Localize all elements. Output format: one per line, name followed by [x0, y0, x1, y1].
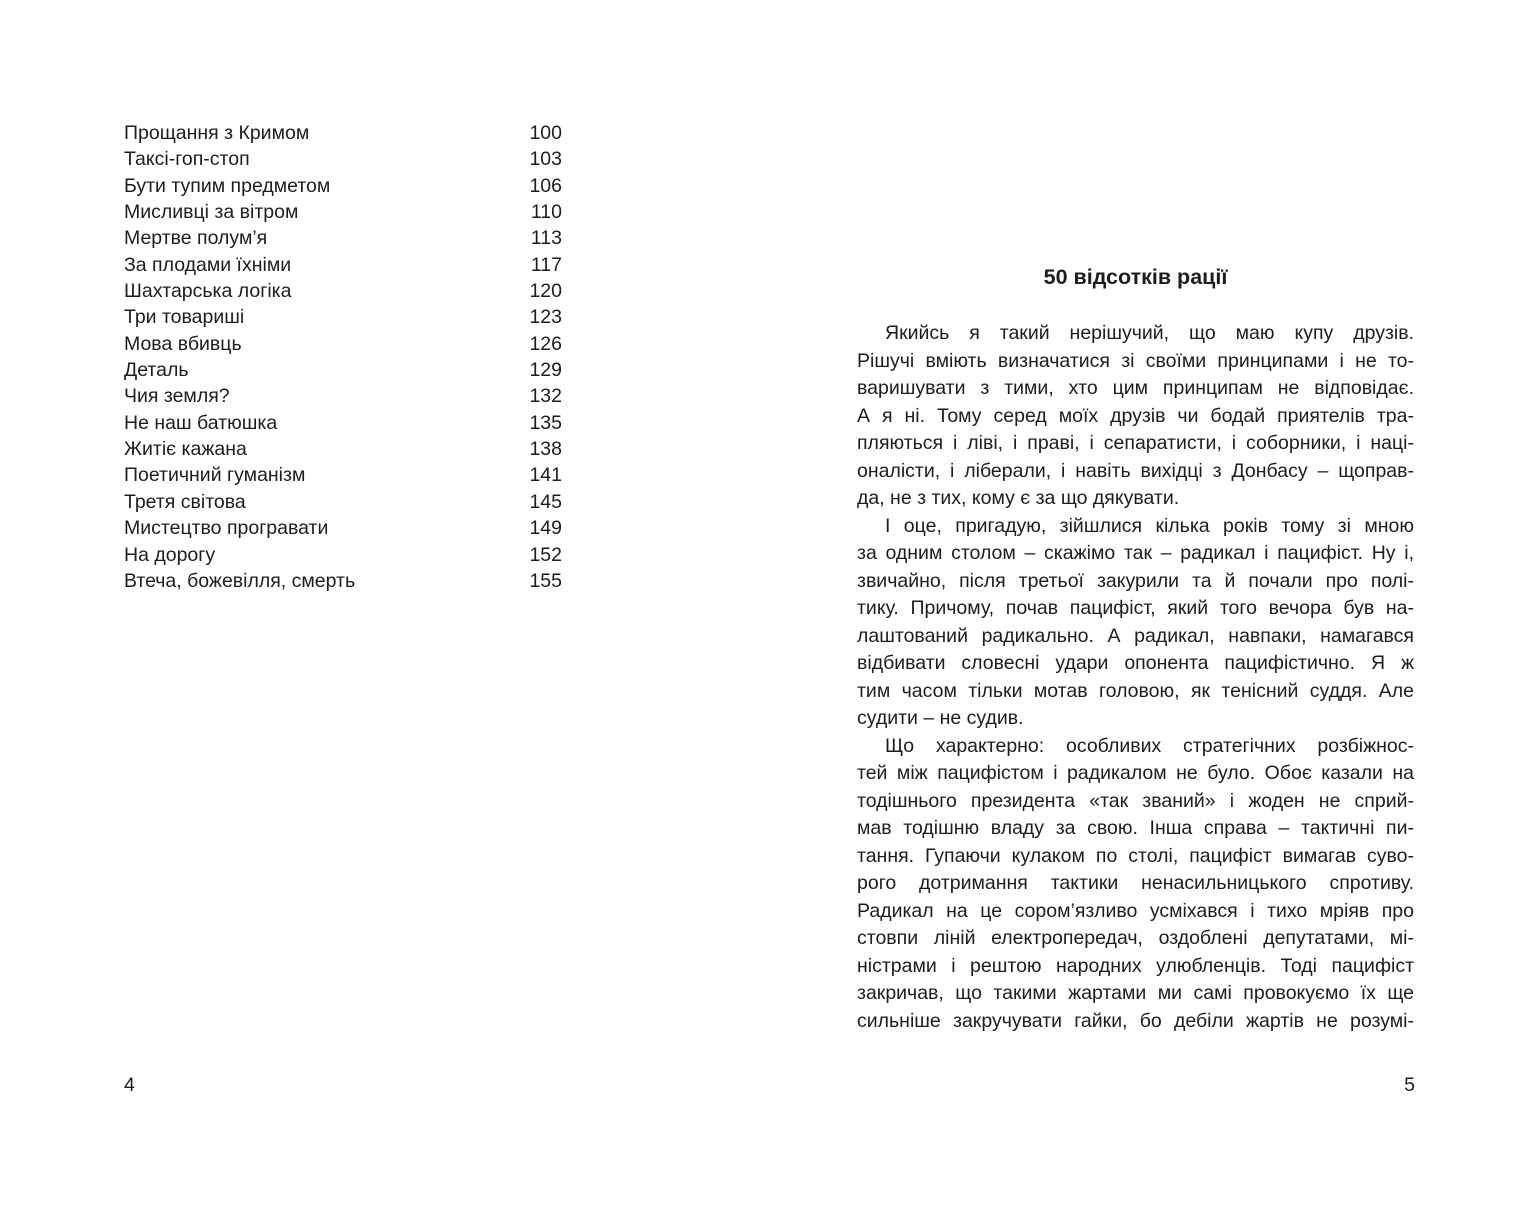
toc-entry-title: За плодами їхніми	[124, 253, 292, 276]
toc-entry-title: Мисливці за вітром	[124, 201, 299, 224]
toc-entry	[124, 489, 562, 515]
right-page	[767, 0, 1535, 1211]
toc-entry-page: 113	[530, 227, 562, 250]
toc-entry-page: 132	[529, 385, 562, 408]
toc-entry-title: Таксі-гоп-стоп	[124, 148, 250, 171]
toc-entry	[124, 252, 562, 278]
toc-entry-page: 135	[529, 411, 562, 434]
text-line: звичайно, після третьої закурили та й почали про полі-	[857, 569, 1414, 592]
toc-entry-title: Мертве полум’я	[124, 227, 268, 250]
text-line: тання. Гупаючи кулаком по столі, пацифіст вимагав суво-	[857, 844, 1414, 867]
toc-entry	[124, 568, 562, 594]
text-line: да, не з тих, кому є за що дякувати.	[857, 487, 1180, 509]
toc-entry-page: 145	[529, 490, 562, 513]
toc-entry-title: Прощання з Кримом	[124, 122, 310, 144]
toc-entry	[124, 173, 562, 199]
text-line: сильніше закручувати гайки, бо дебіли жартів не розумі-	[857, 1009, 1414, 1032]
toc-entry-page: 117	[530, 253, 562, 276]
toc-entry-page: 103	[529, 148, 562, 171]
text-line: тим часом тільки мотав головою, як тенісний суддя. Але	[857, 679, 1414, 702]
toc-entry	[124, 410, 562, 436]
toc-entry-title: Шахтарська логіка	[124, 280, 292, 303]
text-line: закричав, що такими жартами ми самі провокуємо їх ще	[857, 982, 1414, 1004]
toc-entry	[124, 120, 562, 146]
toc-entry-title: Поетичний гуманізм	[124, 464, 306, 487]
toc-entry-title: Три товариші	[124, 306, 245, 329]
text-line: варишувати з тими, хто цим принципам не відповідає.	[857, 377, 1414, 399]
text-line: тодішнього президента «так званий» і жоден не сприй-	[857, 789, 1414, 812]
text-line: тей між пацифістом і радикалом не було. Обоє казали на	[857, 762, 1414, 784]
toc-entry	[124, 462, 562, 488]
toc-entry-title: Мова вбивць	[124, 332, 242, 355]
text-line: лаштований радикально. А радикал, навпаки, намагався	[857, 624, 1414, 647]
toc-entry-page: 129	[529, 359, 562, 382]
toc-entry	[124, 278, 562, 304]
toc-entry-title: Не наш батюшка	[124, 411, 278, 434]
toc-entry	[124, 331, 562, 357]
text-line: І оце, пригадую, зійшлися кілька років тому зі мною	[885, 514, 1414, 537]
text-line: відбивати словесні удари опонента пацифістично. Я ж	[857, 652, 1414, 674]
text-line: тику. Причому, почав пацифіст, який того вечора був на-	[857, 597, 1414, 619]
toc-entry-page: 152	[529, 543, 562, 566]
text-line: мав тодішню владу за свою. Інша справа – тактичні пи-	[857, 817, 1414, 839]
toc-entry	[124, 304, 562, 330]
toc-entry-page: 138	[529, 438, 562, 461]
text-line: оналісти, і ліберали, і навіть вихідці з Донбасу – щоправ-	[857, 459, 1414, 482]
toc-entry-page: 100	[529, 122, 562, 144]
left-page	[0, 0, 767, 1211]
toc-entry-title: На дорогу	[124, 543, 216, 566]
toc-entry-page: 110	[530, 201, 562, 224]
text-line: рого дотримання тактики ненасильницького спротиву.	[857, 872, 1414, 894]
text-line: судити – не судив.	[857, 707, 1024, 729]
toc-entry	[124, 383, 562, 409]
toc-entry	[124, 225, 562, 251]
toc-entry	[124, 436, 562, 462]
toc-entry	[124, 542, 562, 568]
toc-entry-page: 123	[529, 306, 562, 329]
toc-entry-title: Деталь	[124, 359, 189, 382]
text-line: Рішучі вміють визначатися зі своїми принципами і не то-	[857, 349, 1414, 372]
chapter-body	[857, 320, 1414, 1035]
toc-entry	[124, 357, 562, 383]
toc-entry	[124, 146, 562, 172]
text-line: стовпи ліній електропередач, оздоблені депутатами, мі-	[857, 927, 1414, 949]
text-line: пляються і ліві, і праві, і сепаратисти, і соборники, і наці-	[857, 432, 1414, 454]
page-number: 4	[124, 1074, 135, 1096]
toc-entry-page: 141	[529, 464, 562, 487]
text-line: Радикал на це сором’язливо усміхався і тихо мріяв про	[857, 899, 1414, 922]
toc-entry-title: Третя світова	[124, 490, 246, 513]
toc-entry-title: Втеча, божевілля, смерть	[124, 569, 356, 592]
toc-entry-page: 126	[529, 332, 562, 355]
toc-entry-page: 155	[529, 569, 562, 592]
toc-entry-page: 149	[529, 517, 562, 540]
toc-entry-title: Бути тупим предметом	[124, 174, 331, 197]
toc-entry-page: 106	[529, 174, 562, 197]
toc-entry-title: Мистецтво програвати	[124, 517, 329, 540]
text-line: Що характерно: особливих стратегічних розбіжнос-	[885, 734, 1414, 757]
toc-entry	[124, 515, 562, 541]
chapter-title: 50 відсотків рації	[1043, 265, 1228, 289]
text-line: ністрами і рештою народних улюбленців. Тоді пацифіст	[857, 954, 1414, 977]
toc-entry-page: 120	[529, 280, 562, 303]
toc-entry-title: Житіє кажана	[124, 438, 247, 461]
text-line: А я ні. Тому серед моїх друзів чи бодай приятелів тра-	[857, 404, 1414, 427]
toc-entry-title: Чия земля?	[124, 385, 230, 408]
toc-entry	[124, 199, 562, 225]
page-number: 5	[1404, 1074, 1415, 1096]
text-line: за одним столом – скажімо так – радикал і пацифіст. Ну і,	[857, 542, 1414, 564]
text-line: Якийсь я такий нерішучий, що маю купу друзів.	[885, 322, 1414, 344]
table-of-contents	[124, 120, 562, 594]
